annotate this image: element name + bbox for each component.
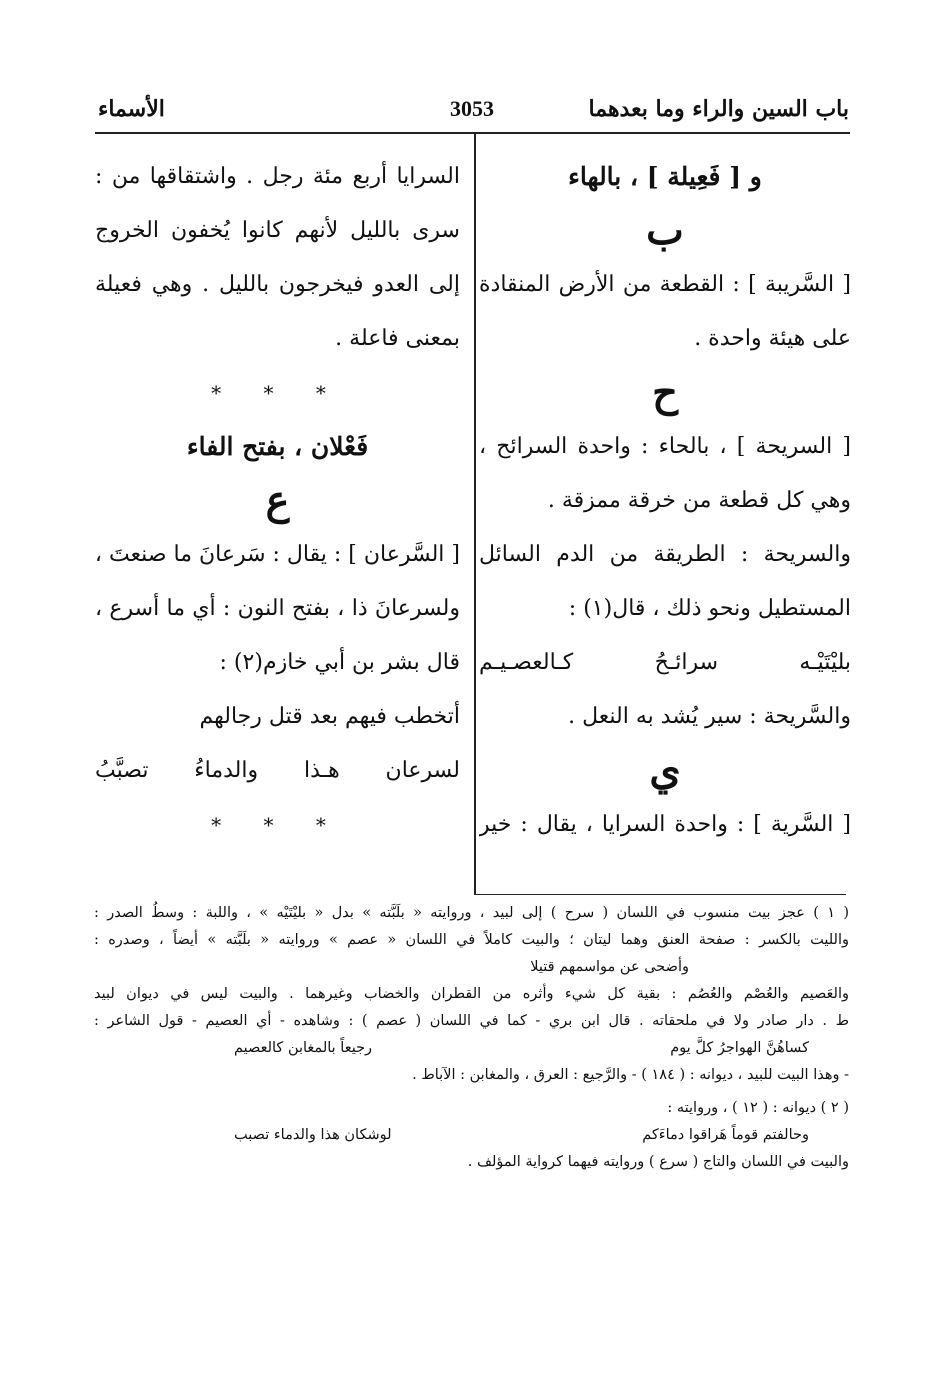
entry-text: [ السريحة ] ، بالحاء : واحدة السرائح ،	[479, 434, 851, 459]
footnote-verse	[94, 1122, 849, 1149]
footnote-text: والبيت في اللسان والتاج ( سرع ) وروايته فيهما كرواية المؤلف .	[467, 1154, 849, 1170]
entry-text: [ السَّرية ] : واحدة السرايا ، يقال : خير	[479, 812, 851, 837]
entry-text: بمعنى فاعلة .	[335, 326, 460, 351]
verse-line: أتخطب فيهم بعد قتل رجالهم	[199, 704, 460, 729]
pattern-heading: و [ فَعِيلة ] ، بالهاء	[568, 162, 762, 191]
running-header-chapter: باب السين والراء وما بعدهما	[588, 96, 849, 122]
entry-text: على هيئة واحدة .	[694, 326, 851, 351]
verse-hemistich-second: رجيعاً بالمغابن كالعصيم	[234, 1040, 373, 1056]
column-divider	[474, 133, 476, 895]
verse-line: لسرعان هـذا والدماءُ تصبَّبُ	[95, 758, 460, 783]
letter-heading-ain: ع	[265, 477, 290, 524]
footnotes	[94, 900, 849, 1176]
footnote-text: ( ١ ) عجز بيت منسوب في اللسان ( سرح ) إلى لبيد ، وروايته « بلَبَّته » بدل « بليْتَيْه » ، واللبة : وسطُ الصدر :	[94, 905, 849, 921]
entry-text: [ السَّريبة ] : القطعة من الأرض المنقادة	[479, 272, 851, 297]
pattern-heading: فَعْلان ، بفتح الفاء	[186, 432, 369, 461]
entry-text: قال بشر بن أبي خازم(٢) :	[219, 650, 460, 675]
entry-text: إلى العدو فيخرجون بالليل . وهي فعيلة	[95, 272, 460, 297]
page-number: 3053	[450, 96, 494, 121]
footnote-text: ( ٢ ) ديوانه : ( ١٢ ) ، وروايته :	[667, 1100, 849, 1116]
entry-text: وهي كل قطعة من خرقة ممزقة .	[547, 488, 851, 513]
footnote-verse	[94, 1035, 849, 1062]
entry-text: ولسرعانَ ذا ، بفتح النون : أي ما أسرع ،	[95, 596, 460, 621]
verse-hemistich-first: كساهُنَّ الهواجرُ كلَّ يوم	[670, 1040, 809, 1056]
header-rule	[95, 132, 850, 134]
entry-text: والسَّريحة : سير يُشد به النعل .	[568, 704, 851, 729]
footnote-text: والعَصيم والعُصْم والعُصُم : بقية كل شيء وأثره من القطران والخضاب وغيرهما . والبيت ليس في ديوان لبيد	[94, 986, 849, 1002]
letter-heading-ha: ح	[652, 369, 678, 416]
letter-heading-ba: ب	[646, 207, 684, 254]
footnote-rule	[476, 894, 846, 895]
footnote-text: ط . دار صادر ولا في ملحقاته . قال ابن بري - كما في اللسان ( عصم ) : وشاهده - أي العصيم - قول الشاعر :	[94, 1013, 849, 1029]
section-separator: * * *	[211, 381, 344, 405]
entry-text: والسريحة : الطريقة من الدم السائل	[479, 542, 851, 567]
right-column	[479, 150, 851, 852]
entry-text: سرى بالليل لأنهم كانوا يُخفون الخروج	[95, 218, 460, 243]
entry-text: السرايا أربع مئة رجل . واشتقاقها من :	[95, 164, 460, 189]
footnote-text: - وهذا البيت للبيد ، ديوانه : ( ١٨٤ ) - والرَّجيع : العرق ، والمغابن : الآباط .	[412, 1067, 849, 1083]
entry-text: [ السَّرعان ] : يقال : سَرعانَ ما صنعتَ ،	[95, 542, 460, 567]
verse-line: بليْتَيْـه سرائـحُ كـالعصـيـم	[479, 650, 851, 675]
verse-hemistich-first: وحالفتم قوماً هَراقوا دماءَكم	[642, 1127, 809, 1143]
footnote-verse: وأضحى عن مواسمهم قتيلا	[530, 959, 689, 975]
running-header-section: الأسماء	[98, 96, 165, 122]
footnote-text: والليت بالكسر : صفحة العنق وهما ليتان ؛ والبيت كاملاً في اللسان « عصم » وروايته « بلَبَّته » أيضاً ، وصدره :	[94, 932, 849, 948]
entry-text: المستطيل ونحو ذلك ، قال(١) :	[568, 596, 851, 621]
verse-hemistich-second: لوشكان هذا والدماء تصبب	[234, 1127, 392, 1143]
letter-heading-ya: ي	[649, 747, 681, 794]
left-column	[95, 150, 460, 852]
section-separator: * * *	[211, 813, 344, 837]
